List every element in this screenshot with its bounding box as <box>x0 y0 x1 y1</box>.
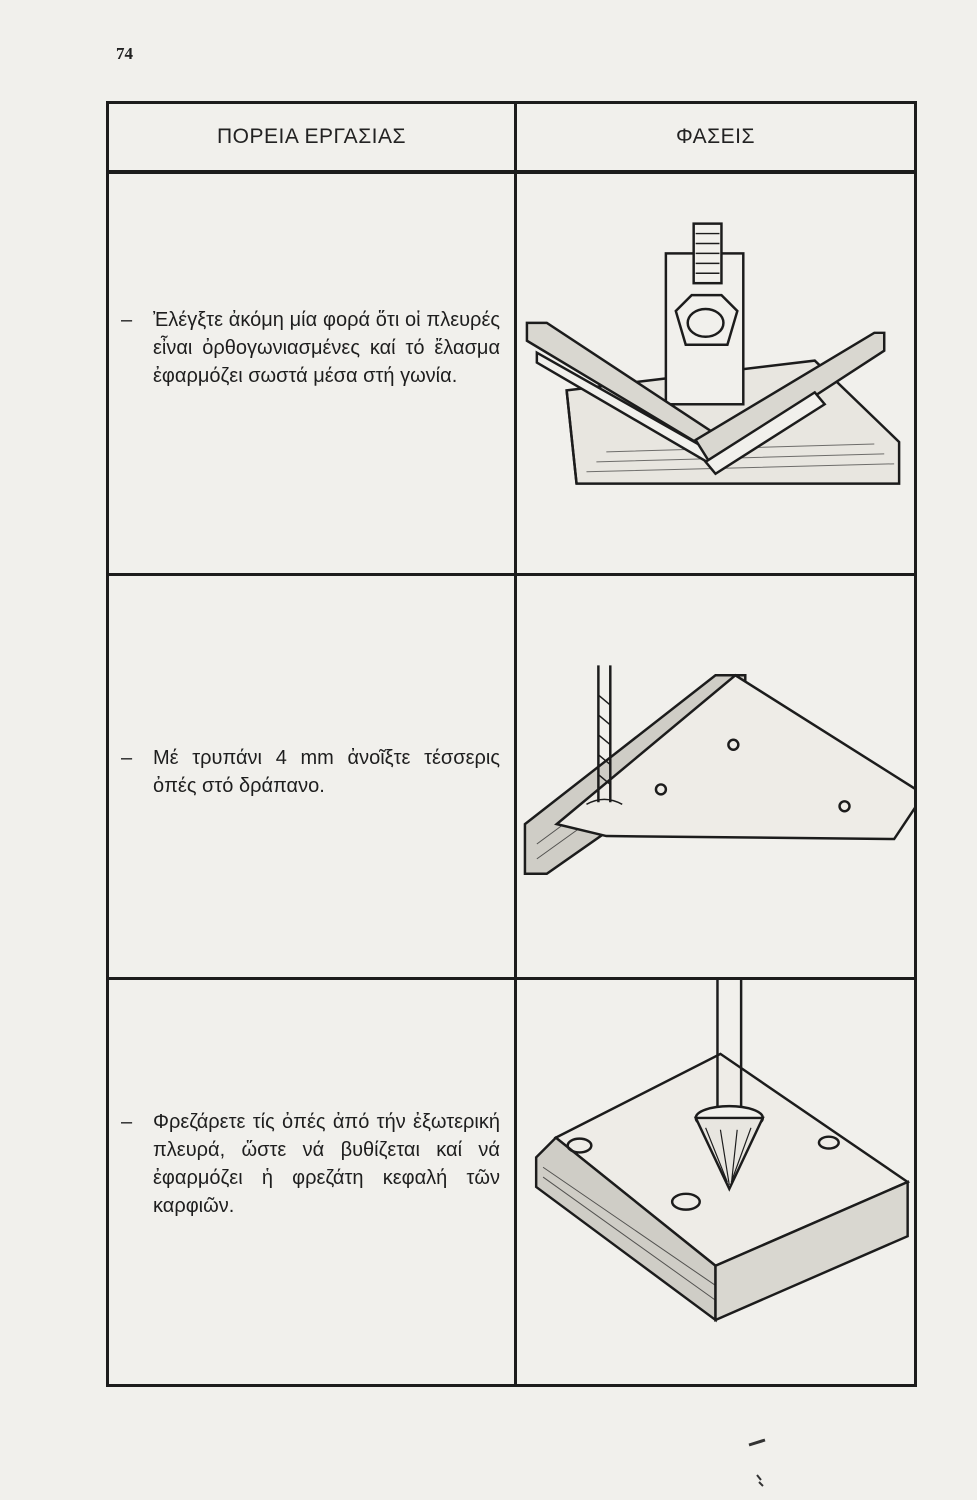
step-dash: – <box>121 747 133 769</box>
phase-illustration-2 <box>517 576 914 980</box>
vise-corner-check-icon <box>517 174 914 573</box>
step-row-3 <box>109 980 517 1384</box>
step-dash: – <box>121 309 133 331</box>
step-dash: – <box>121 1111 133 1133</box>
drill-bit-holes-icon <box>517 576 914 977</box>
header-procedure: ΠΟΡΕΙΑ ΕΡΓΑΣΙΑΣ <box>109 104 517 174</box>
phase-illustration-3 <box>517 980 914 1384</box>
step-text-1: Ἐλέγξτε ἀκόμη μία φορά ὅτι οἱ πλευρές εἶναι ὀρθογωνιασμένες καί τό ἔλασμα ἐφαρμόζει σωστά μέσα στή γωνία. <box>153 309 500 387</box>
page-number: 74 <box>116 44 133 63</box>
step-text-3: Φρεζάρετε τίς ὀπές ἀπό τήν ἐξωτερική πλευρά, ὥστε νά βυθίζεται καί νά ἐφαρμόζει ἡ φρεζάτη κεφαλή τῶν καρφιῶν. <box>153 1111 500 1217</box>
step-row-2 <box>109 576 517 980</box>
procedure-table <box>106 101 917 1387</box>
step-row-1 <box>109 174 517 576</box>
phase-illustration-1 <box>517 174 914 576</box>
countersink-icon <box>517 980 914 1384</box>
header-phases: ΦΑΣΕΙΣ <box>517 104 914 174</box>
step-text-2: Μέ τρυπάνι 4 mm ἀνοῖξτε τέσσερις ὀπές στό δράπανο. <box>153 747 500 797</box>
scan-specks-icon <box>747 1420 777 1490</box>
